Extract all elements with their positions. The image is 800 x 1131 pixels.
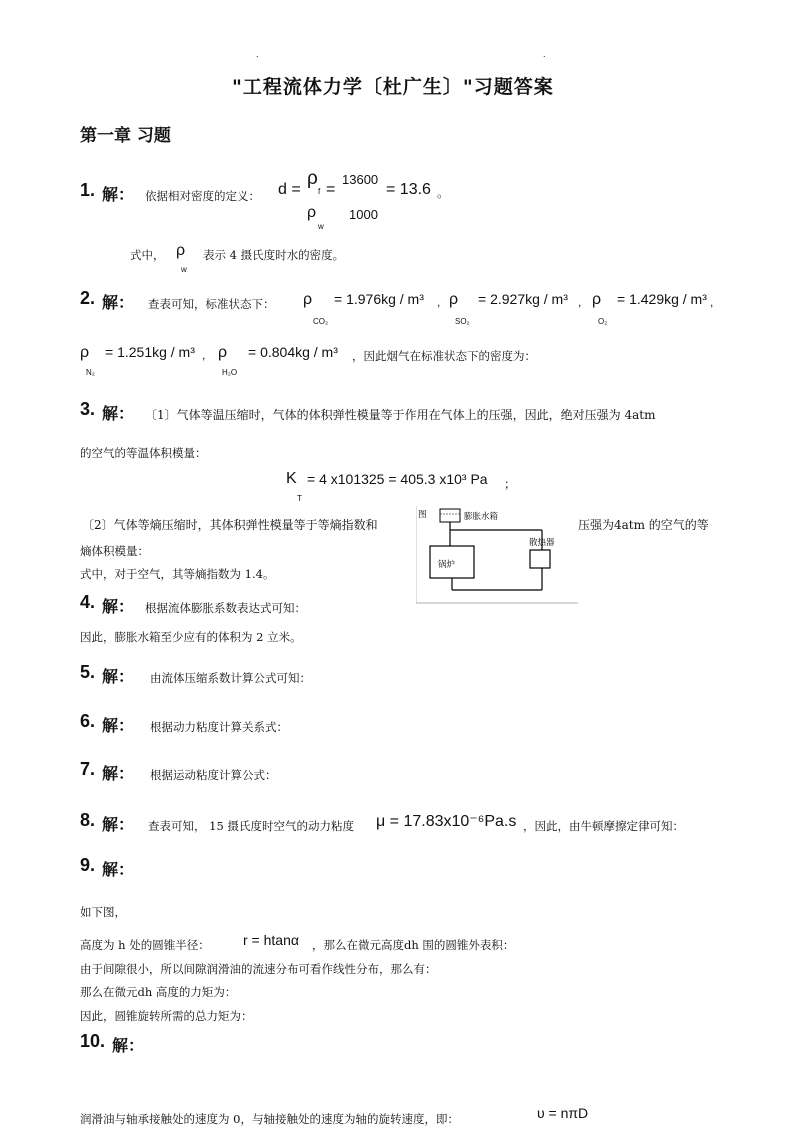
problem-number: 7. (80, 759, 96, 779)
problem-number: 8. (80, 810, 96, 830)
problem-text: 式中，对于空气，其等熵指数为 1.4。 (80, 567, 275, 581)
eq-sub-f: f (318, 187, 321, 196)
rho-n2: ρ (80, 344, 90, 361)
page-title: "工程流体力学〔杜广生〕"习题答案 (232, 76, 554, 98)
problem-text: 那么在微元dh 高度的力矩为： (80, 985, 237, 999)
solution-label: 解： (112, 1036, 145, 1055)
chapter-heading: 第一章 习题 (80, 126, 171, 146)
eq-numerator: 13600 (342, 172, 379, 187)
problem-number: 2. (80, 288, 96, 308)
separator: , (578, 295, 582, 309)
eq-end: ； (504, 477, 517, 491)
figure-tag: 图 (418, 510, 427, 520)
eq-sub-T: T (297, 494, 302, 503)
solution-label: 解： (102, 860, 135, 879)
problem-text: 根据运动粘度计算公式： (150, 768, 277, 782)
problem-text: 熵体积模量： (80, 544, 149, 558)
separator: , (437, 295, 441, 309)
problem-text: 的空气的等温体积模量： (80, 446, 207, 460)
eq-result: = 13.6 (386, 181, 431, 198)
problem-text: 〔1〕气体等温压缩时，气体的体积弹性模量等于作用在气体上的压强，因此，绝对压强为 4atm (145, 408, 656, 422)
eq-rho-w: ρ (307, 204, 317, 221)
problem-text: 润滑油与轴承接触处的速度为 0，与轴接触处的速度为轴的旋转速度，即： (80, 1112, 459, 1126)
problem-text: 压强为4atm 的空气的等 (578, 518, 709, 532)
rho-co2: ρ (303, 291, 313, 308)
problem-text: 根据流体膨胀系数表达式可知： (145, 601, 306, 615)
sub-so2: SO₂ (455, 317, 470, 326)
header-dot: . (256, 50, 259, 59)
separator: , (202, 348, 206, 362)
eq-radius: r = htanα (243, 932, 299, 948)
eq-end: 。 (437, 186, 450, 200)
sub-h2o: H₂O (222, 368, 238, 377)
separator: , (710, 295, 714, 309)
solution-label: 解： (102, 764, 135, 783)
problem-text: ，因此，由牛顿摩擦定律可知： (523, 819, 684, 833)
problem-text: 因此，圆锥旋转所需的总力矩为： (80, 1009, 253, 1023)
note-sub-w: w (181, 265, 187, 274)
value-n2: = 1.251kg / m³ (105, 344, 195, 360)
note-rho: ρ (176, 242, 186, 259)
sub-co2: CO₂ (313, 317, 329, 326)
tank-label: 膨胀水箱 (464, 512, 499, 522)
solution-label: 解： (102, 597, 135, 616)
problem-text: 因此，膨胀水箱至少应有的体积为 2 立米。 (80, 630, 302, 644)
problem-number: 1. (80, 180, 96, 200)
solution-label: 解： (102, 404, 135, 423)
problem-number: 9. (80, 855, 96, 875)
note-text: 式中， (130, 248, 165, 262)
problem-text: 高度为 h 处的圆锥半径： (80, 938, 210, 952)
exchanger-label: 散热器 (529, 538, 555, 548)
eq-equals: = (326, 181, 336, 198)
rho-so2: ρ (449, 291, 459, 308)
solution-label: 解： (102, 815, 135, 834)
header-dot: . (543, 50, 546, 59)
rho-o2: ρ (592, 291, 602, 308)
problem-text: 查表可知，标准状态下： (148, 297, 275, 311)
problem-number: 5. (80, 662, 96, 682)
eq-bulk-modulus: = 4 x101325 = 405.3 x10³ Pa (307, 471, 488, 487)
value-co2: = 1.976kg / m³ (334, 291, 424, 307)
problem-text: 〔2〕气体等熵压缩时，其体积弹性模量等于等熵指数和 (82, 518, 378, 532)
eq-mu: μ = 17.83x10⁻⁶Pa.s (376, 813, 517, 830)
solution-label: 解： (102, 667, 135, 686)
eq-K: K (286, 470, 297, 487)
problem-text: ，那么在微元高度dh 围的圆锥外表积： (312, 938, 515, 952)
solution-label: 解： (102, 293, 135, 312)
problem-text: ，因此烟气在标准状态下的密度为： (352, 349, 536, 363)
eq-sub-w: w (318, 222, 324, 231)
problem-text: 根据动力粘度计算关系式： (150, 720, 288, 734)
problem-number: 3. (80, 399, 96, 419)
system-diagram (416, 506, 578, 604)
note-text: 表示 4 摄氏度时水的密度。 (203, 248, 345, 262)
rho-h2o: ρ (218, 344, 228, 361)
problem-text: 如下图， (80, 905, 126, 919)
boiler-label: 锅炉 (438, 560, 456, 570)
eq-d: d = (278, 181, 301, 198)
problem-text: 查表可知， 15 摄氏度时空气的动力粘度 (148, 819, 354, 833)
value-so2: = 2.927kg / m³ (478, 291, 568, 307)
solution-label: 解： (102, 716, 135, 735)
problem-number: 4. (80, 592, 96, 612)
problem-text: 由于间隙很小，所以间隙润滑油的流速分布可看作线性分布，那么有： (80, 962, 437, 976)
sub-o2: O₂ (598, 317, 608, 326)
problem-number: 10. (80, 1031, 106, 1051)
eq-velocity: υ = nπD (537, 1105, 589, 1121)
solution-label: 解： (102, 185, 135, 204)
problem-text: 由流体压缩系数计算公式可知： (150, 671, 311, 685)
sub-n2: N₂ (86, 368, 95, 377)
eq-rho-f: ρ (307, 168, 318, 189)
value-h2o: = 0.804kg / m³ (248, 344, 338, 360)
problem-text: 依据相对密度的定义： (145, 189, 260, 203)
value-o2: = 1.429kg / m³ (617, 291, 707, 307)
eq-denominator: 1000 (349, 207, 378, 222)
problem-number: 6. (80, 711, 96, 731)
